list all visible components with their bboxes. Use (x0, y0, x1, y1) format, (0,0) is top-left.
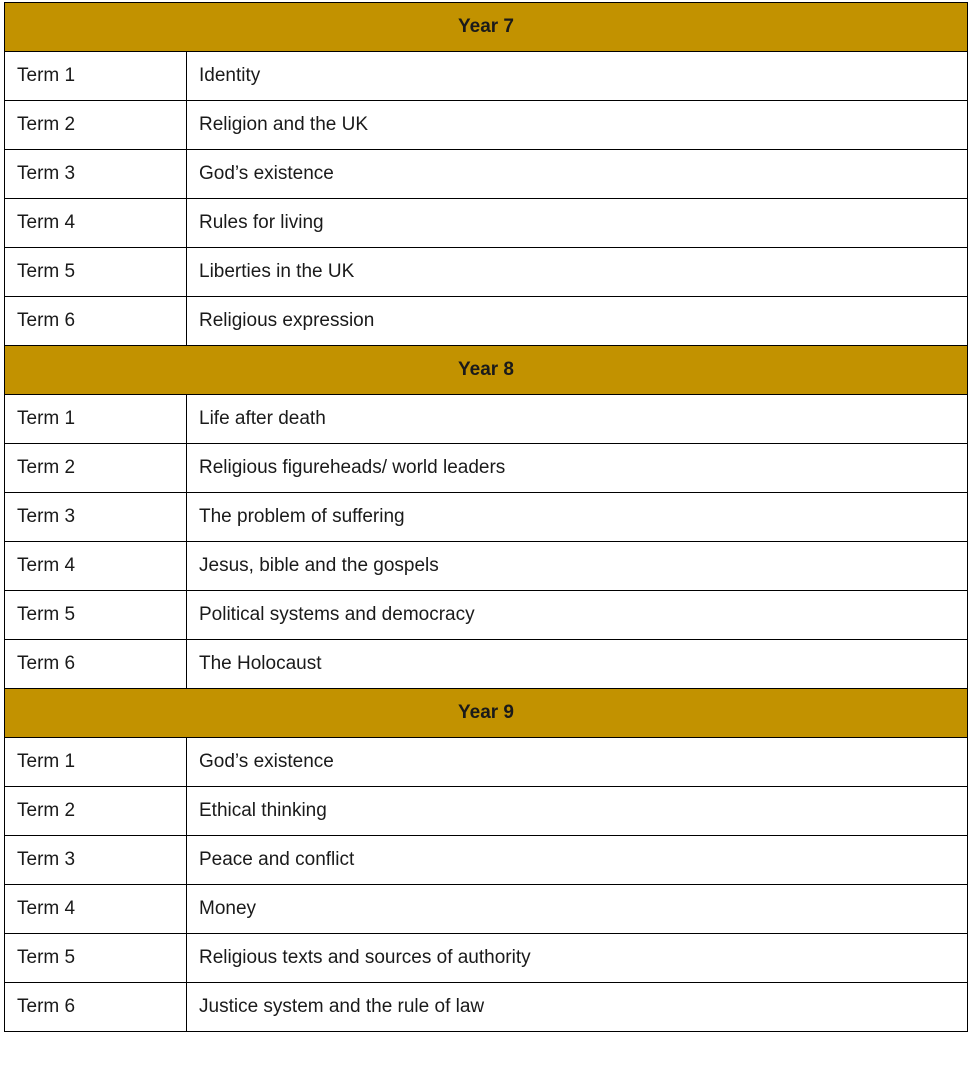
topic-cell: Liberties in the UK (187, 248, 968, 297)
year-header: Year 9 (5, 689, 968, 738)
table-row (5, 787, 968, 836)
table-row (5, 297, 968, 346)
term-cell: Term 3 (5, 836, 187, 885)
table-row (5, 52, 968, 101)
term-cell: Term 4 (5, 199, 187, 248)
table-row (5, 444, 968, 493)
table-row (5, 395, 968, 444)
topic-cell: Religious texts and sources of authority (187, 934, 968, 983)
topic-cell: The problem of suffering (187, 493, 968, 542)
term-cell: Term 5 (5, 591, 187, 640)
topic-cell: Money (187, 885, 968, 934)
topic-cell: The Holocaust (187, 640, 968, 689)
topic-cell: Peace and conflict (187, 836, 968, 885)
term-cell: Term 2 (5, 101, 187, 150)
topic-cell: Religious figureheads/ world leaders (187, 444, 968, 493)
topic-cell: Religious expression (187, 297, 968, 346)
year-header-row (5, 346, 968, 395)
term-cell: Term 6 (5, 640, 187, 689)
term-cell: Term 1 (5, 52, 187, 101)
year-header-row (5, 689, 968, 738)
table-row (5, 101, 968, 150)
term-cell: Term 4 (5, 542, 187, 591)
term-cell: Term 3 (5, 493, 187, 542)
topic-cell: Jesus, bible and the gospels (187, 542, 968, 591)
table-row (5, 150, 968, 199)
year-header: Year 8 (5, 346, 968, 395)
table-row (5, 199, 968, 248)
term-cell: Term 1 (5, 738, 187, 787)
table-row (5, 542, 968, 591)
term-cell: Term 3 (5, 150, 187, 199)
table-row (5, 493, 968, 542)
topic-cell: Justice system and the rule of law (187, 983, 968, 1032)
term-cell: Term 5 (5, 934, 187, 983)
topic-cell: God’s existence (187, 150, 968, 199)
topic-cell: Life after death (187, 395, 968, 444)
term-cell: Term 2 (5, 787, 187, 836)
table-row (5, 591, 968, 640)
topic-cell: Religion and the UK (187, 101, 968, 150)
table-row (5, 934, 968, 983)
topic-cell: Ethical thinking (187, 787, 968, 836)
term-cell: Term 5 (5, 248, 187, 297)
table-row (5, 738, 968, 787)
term-cell: Term 2 (5, 444, 187, 493)
curriculum-table (4, 2, 968, 1032)
table-row (5, 983, 968, 1032)
table-row (5, 885, 968, 934)
term-cell: Term 6 (5, 297, 187, 346)
year-header-row (5, 3, 968, 52)
table-row (5, 640, 968, 689)
term-cell: Term 6 (5, 983, 187, 1032)
year-header: Year 7 (5, 3, 968, 52)
table-row (5, 248, 968, 297)
term-cell: Term 1 (5, 395, 187, 444)
topic-cell: Identity (187, 52, 968, 101)
topic-cell: Rules for living (187, 199, 968, 248)
topic-cell: God’s existence (187, 738, 968, 787)
table-row (5, 836, 968, 885)
term-cell: Term 4 (5, 885, 187, 934)
topic-cell: Political systems and democracy (187, 591, 968, 640)
